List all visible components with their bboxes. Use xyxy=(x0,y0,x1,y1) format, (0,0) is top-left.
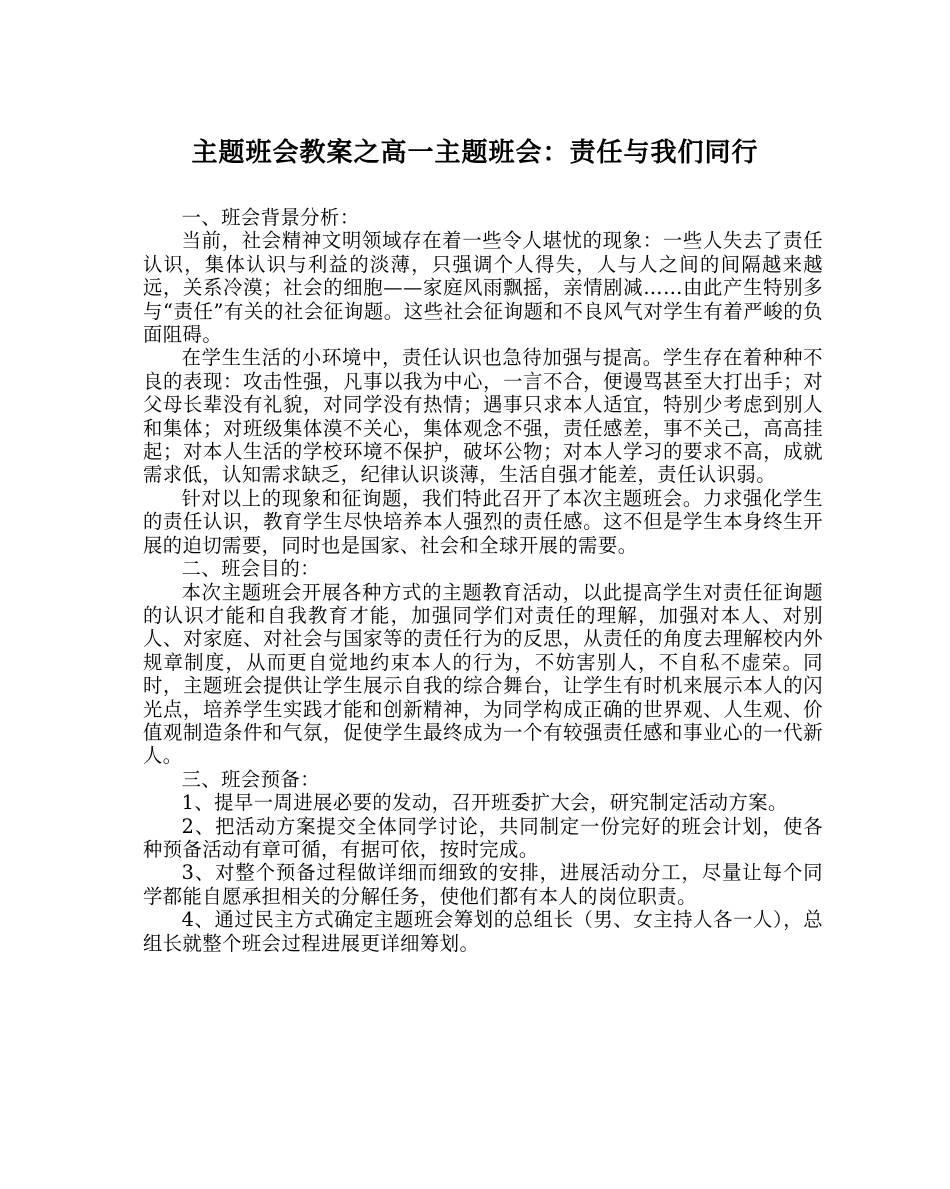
paragraph: 针对以上的现象和征询题，我们特此召开了本次主题班会。力求强化学生的责任认识，教育学生尽快培养本人强烈的责任感。这不但是学生本身终生开展的迫切需要，同时也是国家、社会和全球开展的需要。 xyxy=(143,486,823,557)
section-heading-background: 一、班会背景分析： xyxy=(181,206,360,229)
list-item: 1、提早一周进展必要的发动，召开班委扩大会，研究制定活动方案。 xyxy=(181,791,788,815)
paragraph: 本次主题班会开展各种方式的主题教育活动，以此提高学生对责任征询题的认识才能和自我教育才能，加强同学们对责任的理解，加强对本人、对别人、对家庭、对社会与国家等的责任行为的反思，从责任的角度去理解校内外规章制度，从而更自觉地约束本人的行为，不妨害别人，不自私不虚荣。同时，主题班会提供让学生展示自我的综合舞台，让学生有时机来展示本人的闪光点，培养学生实践才能和创新精神，为同学构成正确的世界观、人生观、价值观制造条件和气氛，促使学生最终成为一个有较强责任感和事业心的一代新人。 xyxy=(143,580,823,768)
list-item: 2、把活动方案提交全体同学讨论，共同制定一份完好的班会计划，使各种预备活动有章可循，有据可依，按时完成。 xyxy=(143,814,823,861)
paragraph: 当前，社会精神文明领域存在着一些令人堪忧的现象：一些人失去了责任认识，集体认识与利益的淡薄，只强调个人得失，人与人之间的间隔越来越远，关系冷漠；社会的细胞——家庭风雨飘摇，亲情剧减……由此产生特别多与“责任”有关的社会征询题。这些社会征询题和不良风气对学生有着严峻的负面阻碍。 xyxy=(143,229,823,347)
list-item: 3、对整个预备过程做详细而细致的安排，进展活动分工，尽量让每个同学都能自愿承担相关的分解任务，使他们都有本人的岗位职责。 xyxy=(143,861,823,908)
paragraph: 在学生生活的小环境中，责任认识也急待加强与提高。学生存在着种种不良的表现：攻击性强，凡事以我为中心，一言不合，便谩骂甚至大打出手；对父母长辈没有礼貌，对同学没有热情；遇事只求本人适宜，特别少考虑到别人和集体；对班级集体漠不关心，集体观念不强，责任感差，事不关己，高高挂起；对本人生活的学校环境不保护，破坏公物；对本人学习的要求不高，成就需求低，认知需求缺乏，纪律认识谈薄，生活自强才能差，责任认识弱。 xyxy=(143,346,823,487)
section-heading-preparation: 三、班会预备： xyxy=(181,767,321,791)
section-heading-purpose: 二、班会目的： xyxy=(181,557,321,581)
document-body xyxy=(143,206,823,955)
list-item: 4、通过民主方式确定主题班会筹划的总组长（男、女主持人各一人），总组长就整个班会过程进展更详细筹划。 xyxy=(143,908,823,955)
document-title: 主题班会教案之高一主题班会：责任与我们同行 xyxy=(191,138,759,168)
